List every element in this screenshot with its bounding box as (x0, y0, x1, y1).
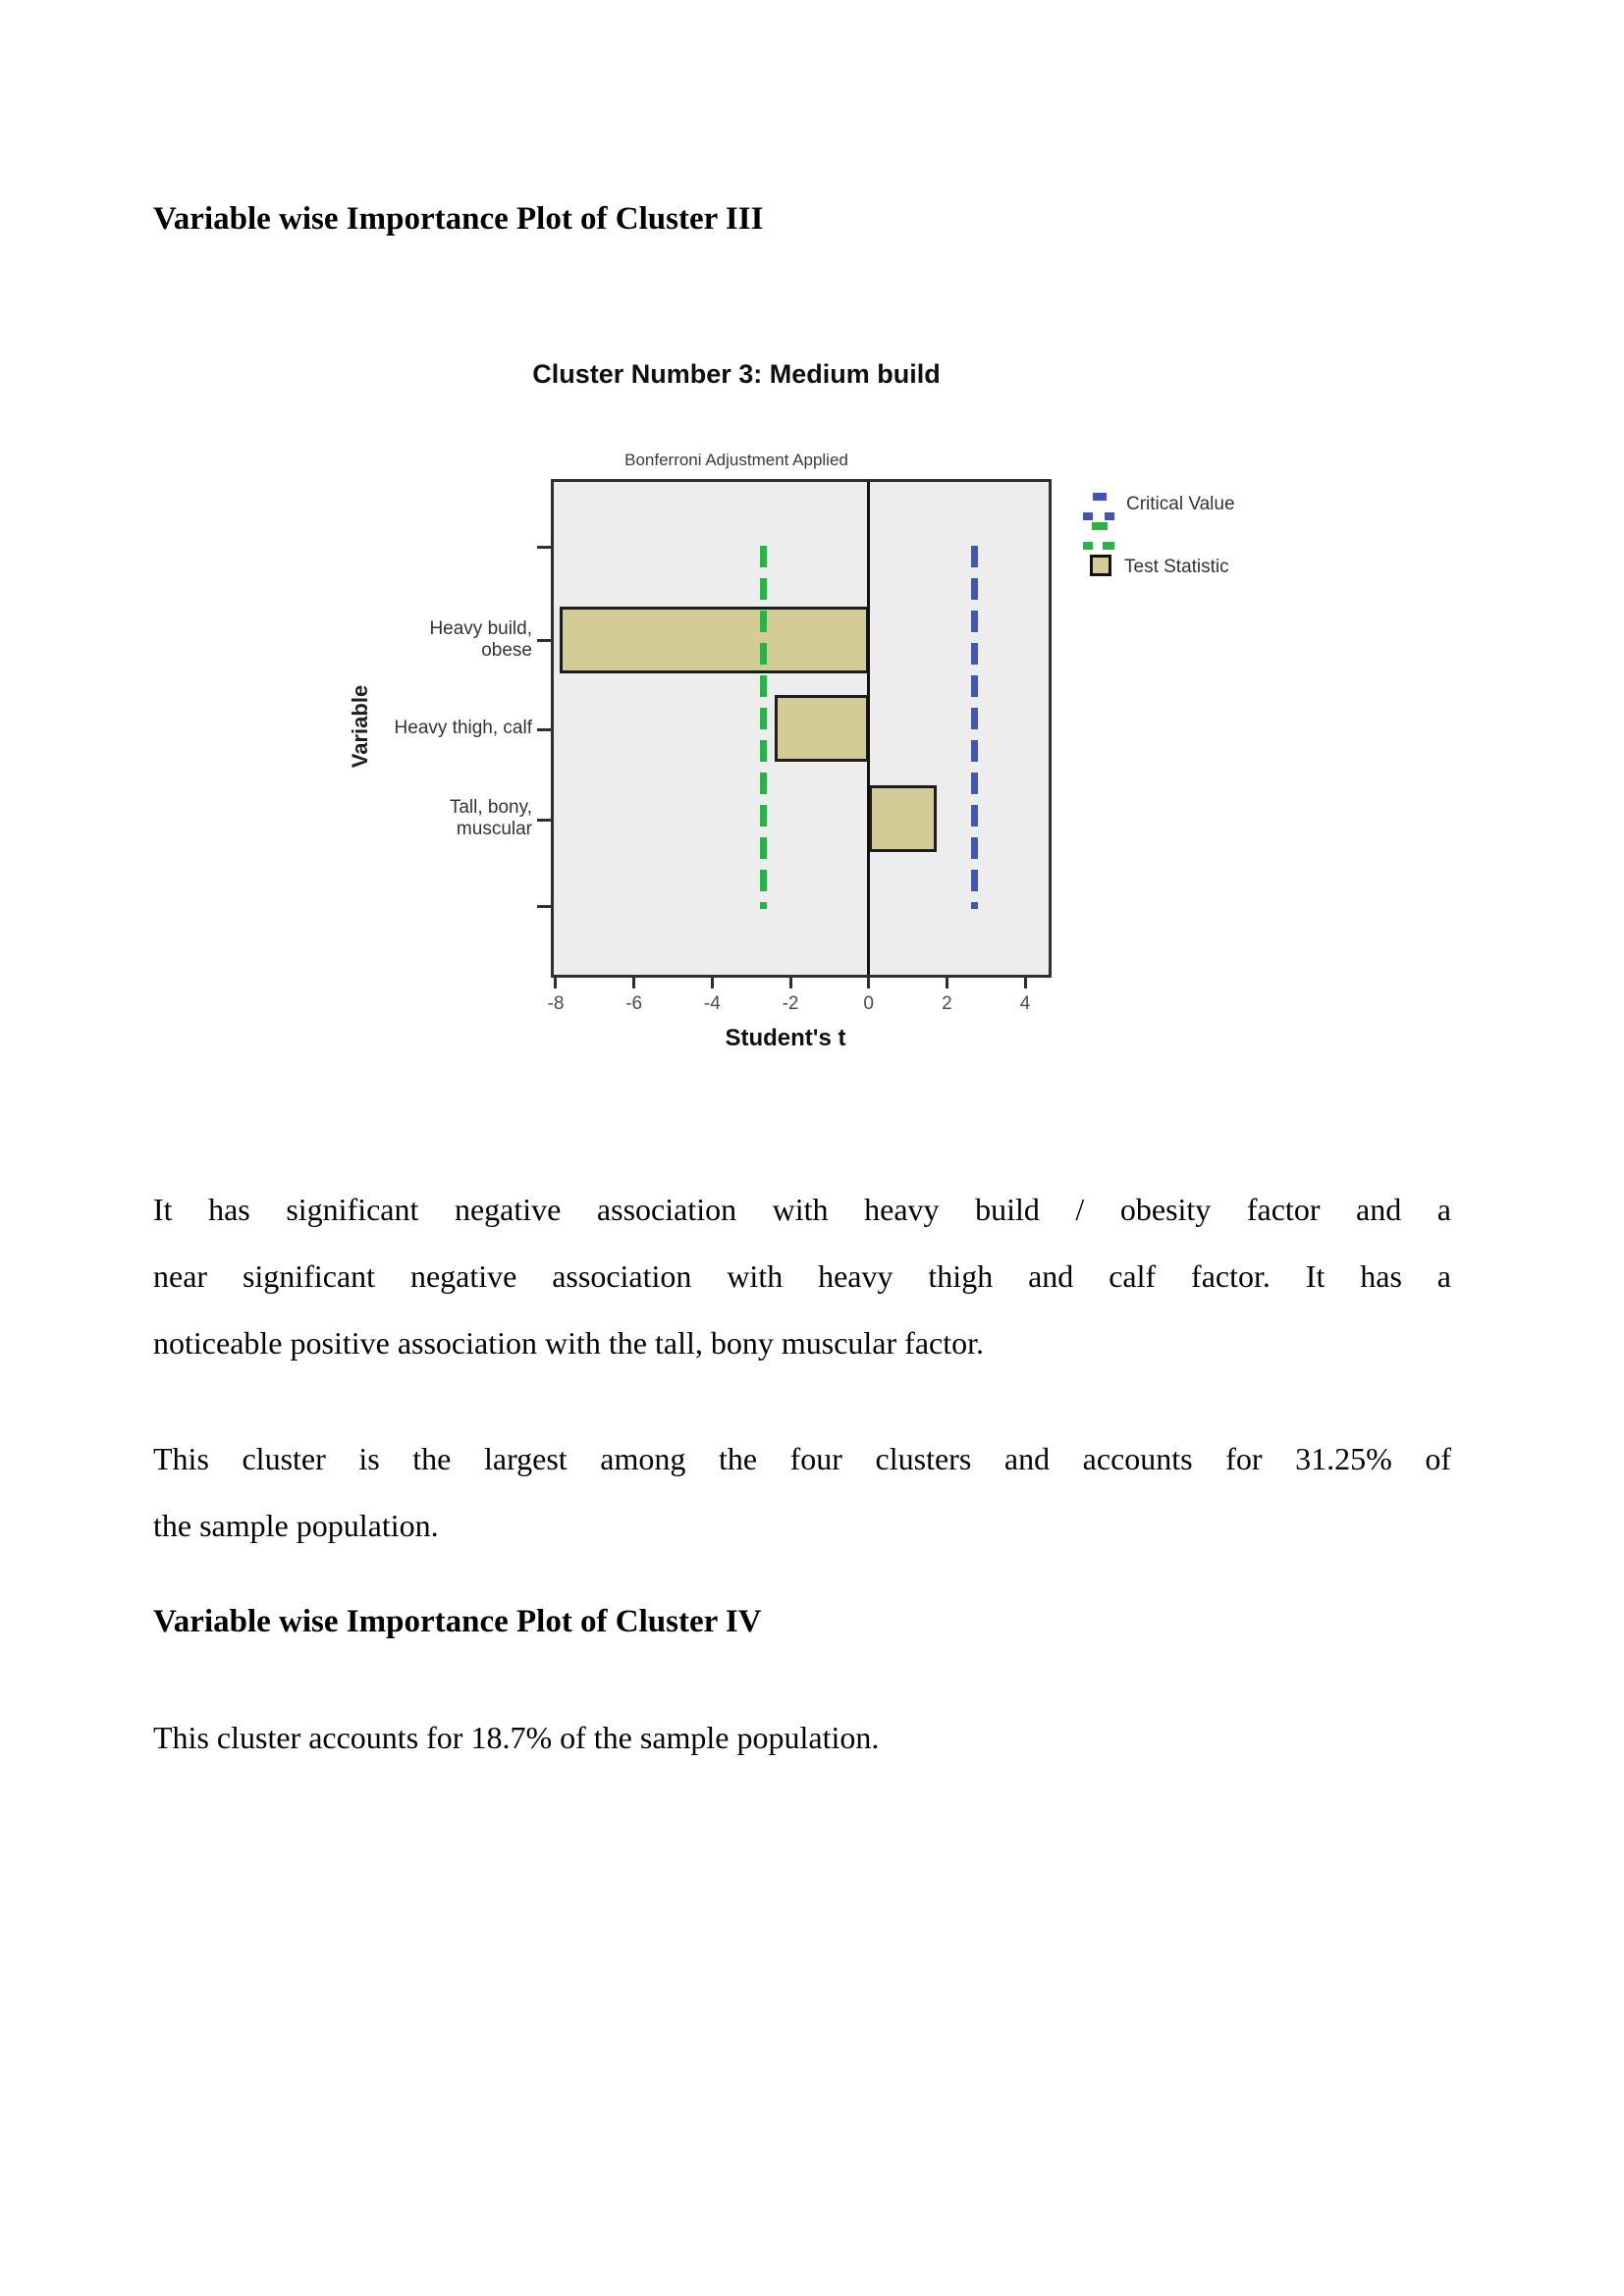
test-statistic-swatch-icon (1090, 555, 1111, 576)
legend-label-test-statistic: Test Statistic (1124, 557, 1229, 577)
x-axis-tick (1024, 975, 1027, 988)
chart-legend (1080, 486, 1335, 584)
x-axis-tick (946, 975, 948, 988)
paragraph-cluster4-size (153, 1704, 1451, 1771)
chart-title: Cluster Number 3: Medium build (532, 359, 941, 389)
x-axis-tick (632, 975, 635, 988)
heading-cluster3: Variable wise Importance Plot of Cluster III (153, 201, 764, 237)
critical-value-dash-icon (1103, 542, 1114, 550)
heading-cluster4: Variable wise Importance Plot of Cluster IV (153, 1604, 762, 1639)
paragraph-line: noticeable positive association with the tall, bony muscular factor. (153, 1325, 984, 1361)
test-statistic-bar (869, 785, 938, 852)
paragraph-cluster3-size (153, 1425, 1451, 1559)
paragraph-line: near significant negative association with heavy thigh and calf factor. It has a (153, 1258, 1451, 1294)
y-axis-tick (537, 639, 551, 642)
paragraph-line: This cluster accounts for 18.7% of the sample population. (153, 1720, 880, 1755)
x-axis-tick (789, 975, 792, 988)
x-axis-tick (867, 975, 870, 988)
category-label: Tall, bony, muscular (449, 797, 532, 839)
test-statistic-bar (775, 695, 869, 762)
chart-subtitle: Bonferroni Adjustment Applied (624, 451, 848, 469)
category-label: Heavy build, obese (429, 618, 532, 661)
critical-value-dash-icon (1093, 493, 1107, 501)
critical-value-line (971, 546, 978, 909)
x-axis-title: Student's t (725, 1025, 846, 1051)
critical-value-line (760, 546, 767, 909)
critical-value-dash-icon (1092, 522, 1108, 530)
x-axis-tick (554, 975, 557, 988)
y-axis-tick (537, 819, 551, 822)
y-axis-tick (537, 546, 551, 549)
y-axis-tick (537, 905, 551, 908)
plot-area (394, 479, 1052, 1014)
critical-value-dash-icon (1083, 542, 1093, 550)
x-axis-tick-label: -2 (782, 993, 799, 1014)
paragraph-line: This cluster is the largest among the four clusters and accounts for 31.25% of (153, 1441, 1451, 1476)
paragraph-line: It has significant negative association with heavy build / obesity factor and a (153, 1192, 1451, 1227)
x-axis-tick-label: 4 (1019, 993, 1031, 1014)
y-axis-title: Variable (348, 684, 372, 769)
y-axis-tick (537, 728, 551, 731)
paragraph-line: the sample population. (153, 1508, 439, 1543)
x-axis-tick (711, 975, 714, 988)
critical-value-dash-icon (1083, 512, 1093, 520)
x-axis-tick-label: 2 (942, 993, 952, 1014)
zero-axis-line (867, 482, 870, 975)
x-axis-tick-label: 0 (863, 993, 874, 1014)
test-statistic-bar (560, 607, 869, 673)
x-axis-tick-label: -6 (625, 993, 643, 1014)
x-axis-tick-label: -8 (547, 993, 565, 1014)
x-axis-tick-label: -4 (703, 993, 721, 1014)
paragraph-cluster3-association (153, 1176, 1451, 1376)
legend-label-critical-value: Critical Value (1126, 494, 1235, 514)
critical-value-dash-icon (1105, 512, 1114, 520)
category-label: Heavy thigh, calf (394, 718, 532, 738)
